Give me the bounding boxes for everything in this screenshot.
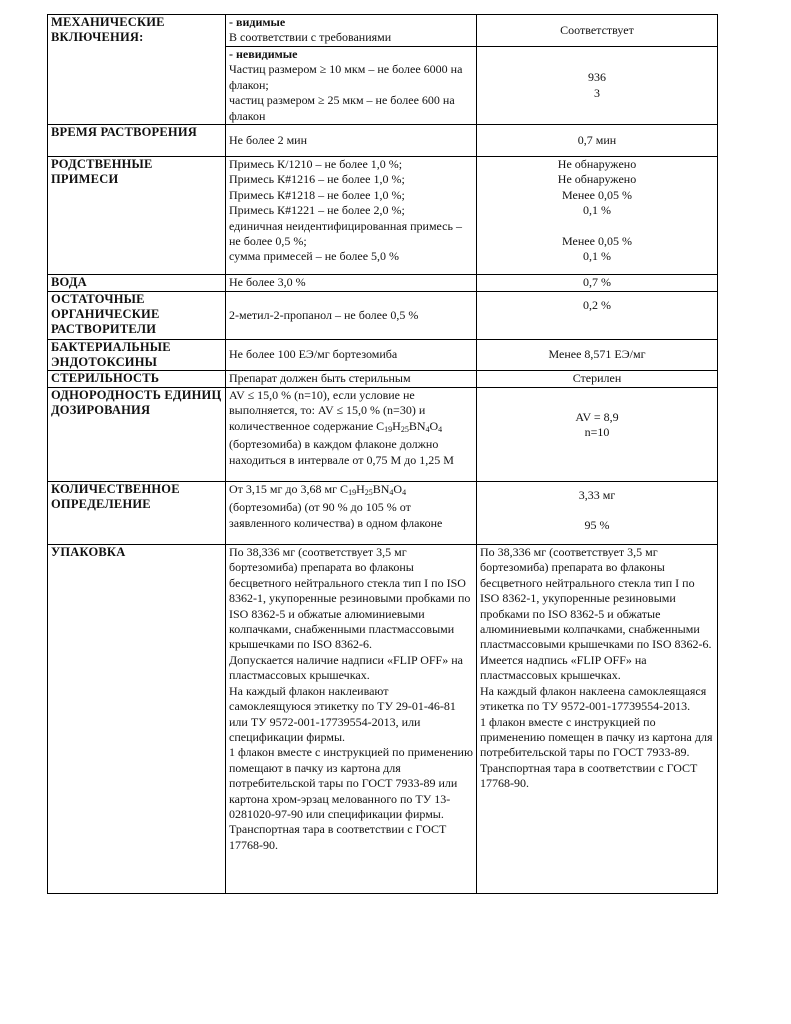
- result-value: 3,33 мг: [578, 488, 616, 503]
- formula-part: O: [429, 418, 439, 433]
- param-name: ВОДА: [48, 275, 226, 292]
- result-value: 936: [588, 70, 606, 85]
- requirement-cell: 2-метил-2-пропанол – не более 0,5 %: [226, 292, 477, 340]
- spacer: [480, 503, 714, 518]
- result-text: На каждый флакон наклеена самоклеящаяся этикетка по ТУ 9572-001-17739554-2013.: [480, 683, 710, 714]
- formula-subscript: 4: [389, 488, 394, 498]
- requirement-cell: [226, 545, 477, 894]
- param-name: РОДСТВЕННЫЕ ПРИМЕСИ: [48, 157, 226, 275]
- result-text: Транспортная тара в соответствии с ГОСТ 17768-90.: [480, 760, 701, 791]
- requirement-heading: - невидимые: [229, 47, 298, 61]
- param-name: КОЛИЧЕСТВЕННОЕ ОПРЕДЕЛЕНИЕ: [48, 482, 226, 545]
- requirement-cell: Не более 100 ЕЭ/мг бортезомиба: [226, 340, 477, 371]
- row-assay: [48, 482, 718, 545]
- requirement-text: сумма примесей – не более 5,0 %: [229, 249, 400, 264]
- requirement-text: Примесь К#1221 – не более 2,0 %;: [229, 203, 405, 218]
- result-value: 0,1 %: [583, 249, 611, 264]
- result-value: Менее 0,05 %: [562, 233, 632, 248]
- requirement-text: Примесь К/1210 – не более 1,0 %;: [229, 157, 403, 172]
- formula-part: BN: [372, 482, 390, 497]
- row-residual-solvents: [48, 292, 718, 340]
- formula-subscript: 4: [425, 424, 430, 434]
- result-value: n=10: [584, 425, 610, 440]
- result-cell: Стерилен: [477, 371, 718, 388]
- result-cell: [477, 482, 718, 545]
- requirement-text: Частиц размером ≥ 10 мкм – не более 6000 на флакон;: [229, 62, 466, 92]
- requirement-cell: [226, 388, 477, 482]
- formula-subscript: 4: [438, 424, 443, 434]
- row-sterility: [48, 371, 718, 388]
- requirement-text: В соответствии с требованиями: [229, 30, 392, 45]
- result-value: Менее 0,05 %: [562, 187, 632, 202]
- param-name: СТЕРИЛЬНОСТЬ: [48, 371, 226, 388]
- requirement-text: Примесь К#1216 – не более 1,0 %;: [229, 172, 405, 187]
- requirement-text: На каждый флакон наклеивают самоклеящуюся этикетку по ТУ 29-01-46-81 или ТУ 9572-001-17739554-2013, или спецификации фирмы.: [229, 683, 459, 744]
- param-name: ОСТАТОЧНЫЕ ОРГАНИЧЕСКИЕ РАСТВОРИТЕЛИ: [48, 292, 226, 340]
- requirement-cell: [226, 47, 477, 125]
- requirement-text: От 3,15 мг до 3,68 мг C: [229, 482, 349, 497]
- result-value: AV = 8,9: [575, 410, 619, 425]
- row-related-impurities: [48, 157, 718, 275]
- requirement-cell: Препарат должен быть стерильным: [226, 371, 477, 388]
- requirement-text: По 38,336 мг (соответствует 3,5 мг бортезомиба) препарата во флаконы бесцветного нейтрального стекла тип I по ISO 8362-1, укупоренные резиновыми пробками по ISO 8362-5 и обжатые алюминиевыми колпачками, снабженными пластмассовыми крышечками по ISO 8362-6.: [229, 545, 474, 652]
- result-value: Не обнаружено: [557, 157, 637, 172]
- result-value: 3: [594, 85, 600, 100]
- row-mechanical-inclusions: [48, 15, 718, 47]
- result-cell: 0,2 %: [477, 292, 718, 340]
- specification-table: [47, 14, 718, 894]
- result-cell: [477, 388, 718, 482]
- row-water: [48, 275, 718, 292]
- formula-part: O: [393, 482, 403, 497]
- result-text: 1 флакон вместе с инструкцией по применению помещен в пачку из картона для потребительской тары по ГОСТ 7933-89.: [480, 714, 716, 760]
- result-cell: 0,7 мин: [477, 125, 718, 157]
- result-cell: [477, 47, 718, 125]
- formula-subscript: 19: [348, 488, 357, 498]
- param-name: УПАКОВКА: [48, 545, 226, 894]
- result-cell: [477, 545, 718, 894]
- formula-subscript: 19: [384, 424, 393, 434]
- requirement-text: 1 флакон вместе с инструкцией по применению помещают в пачку из картона для потребительской тары по ГОСТ 7933-89 или картона хром-эрзац мелованного по ТУ 13-0281020-97-90 или спецификации фирмы.: [229, 745, 476, 821]
- requirement-text: Допускается наличие надписи «FLIP OFF» на пластмассовых крышечках.: [229, 652, 466, 683]
- param-name: ВРЕМЯ РАСТВОРЕНИЯ: [48, 125, 226, 157]
- result-cell: 0,7 %: [477, 275, 718, 292]
- spacer: [480, 219, 714, 234]
- param-name: БАКТЕРИАЛЬНЫЕ ЭНДОТОКСИНЫ: [48, 340, 226, 371]
- param-name: МЕХАНИЧЕСКИЕ ВКЛЮЧЕНИЯ:: [48, 15, 226, 125]
- result-cell: [477, 157, 718, 275]
- param-name: ОДНОРОДНОСТЬ ЕДИНИЦ ДОЗИРОВАНИЯ: [48, 388, 226, 482]
- requirement-cell: Не более 2 мин: [226, 125, 477, 157]
- formula-subscript: 25: [364, 488, 373, 498]
- requirement-cell: Не более 3,0 %: [226, 275, 477, 292]
- requirement-cell: [226, 482, 477, 545]
- row-bacterial-endotoxins: [48, 340, 718, 371]
- formula-subscript: 25: [400, 424, 409, 434]
- requirement-text: (бортезомиба) (от 90 % до 105 % от заявленного количества) в одном флаконе: [229, 500, 443, 530]
- result-text: Имеется надпись «FLIP OFF» на пластмассовых крышечках.: [480, 652, 650, 683]
- result-value: 95 %: [584, 518, 610, 533]
- requirement-cell: [226, 15, 477, 47]
- result-cell: Менее 8,571 ЕЭ/мг: [477, 340, 718, 371]
- row-dissolution-time: [48, 125, 718, 157]
- row-packaging: [48, 545, 718, 894]
- result-value: 0,1 %: [583, 203, 611, 218]
- requirement-text: AV ≤ 15,0 % (n=10), если условие не выполняется, то: AV ≤ 15,0 % (n=30) и количественное содержание C: [229, 388, 426, 433]
- formula-part: H: [356, 482, 365, 497]
- requirement-text: Транспортная тара в соответствии с ГОСТ 17768-90.: [229, 822, 450, 852]
- formula-part: H: [392, 418, 401, 433]
- result-text: По 38,336 мг (соответствует 3,5 мг бортезомиба) препарата во флаконы бесцветного нейтрального стекла тип I по ISO 8362-1, укупоренные резиновыми пробками по ISO 8362-5 и обжатые алюминиевыми колпачками, снабженными пластмассовыми крышечками по ISO 8362-6.: [480, 545, 712, 652]
- result-value: Не обнаружено: [557, 172, 637, 187]
- requirement-cell: [226, 157, 477, 275]
- row-dosage-uniformity: [48, 388, 718, 482]
- requirement-heading: - видимые: [229, 15, 286, 29]
- formula-subscript: 4: [402, 488, 407, 498]
- requirement-text: частиц размером ≥ 25 мкм – не более 600 на флакон: [229, 93, 458, 123]
- requirement-text: единичная неидентифицированная примесь – не более 0,5 %;: [229, 218, 465, 249]
- formula-part: BN: [408, 418, 426, 433]
- requirement-text: Примесь К#1218 – не более 1,0 %;: [229, 187, 405, 202]
- result-cell: Соответствует: [477, 15, 718, 47]
- requirement-text: (бортезомиба) в каждом флаконе должно находиться в интервале от 0,75 М до 1,25 М: [229, 437, 454, 467]
